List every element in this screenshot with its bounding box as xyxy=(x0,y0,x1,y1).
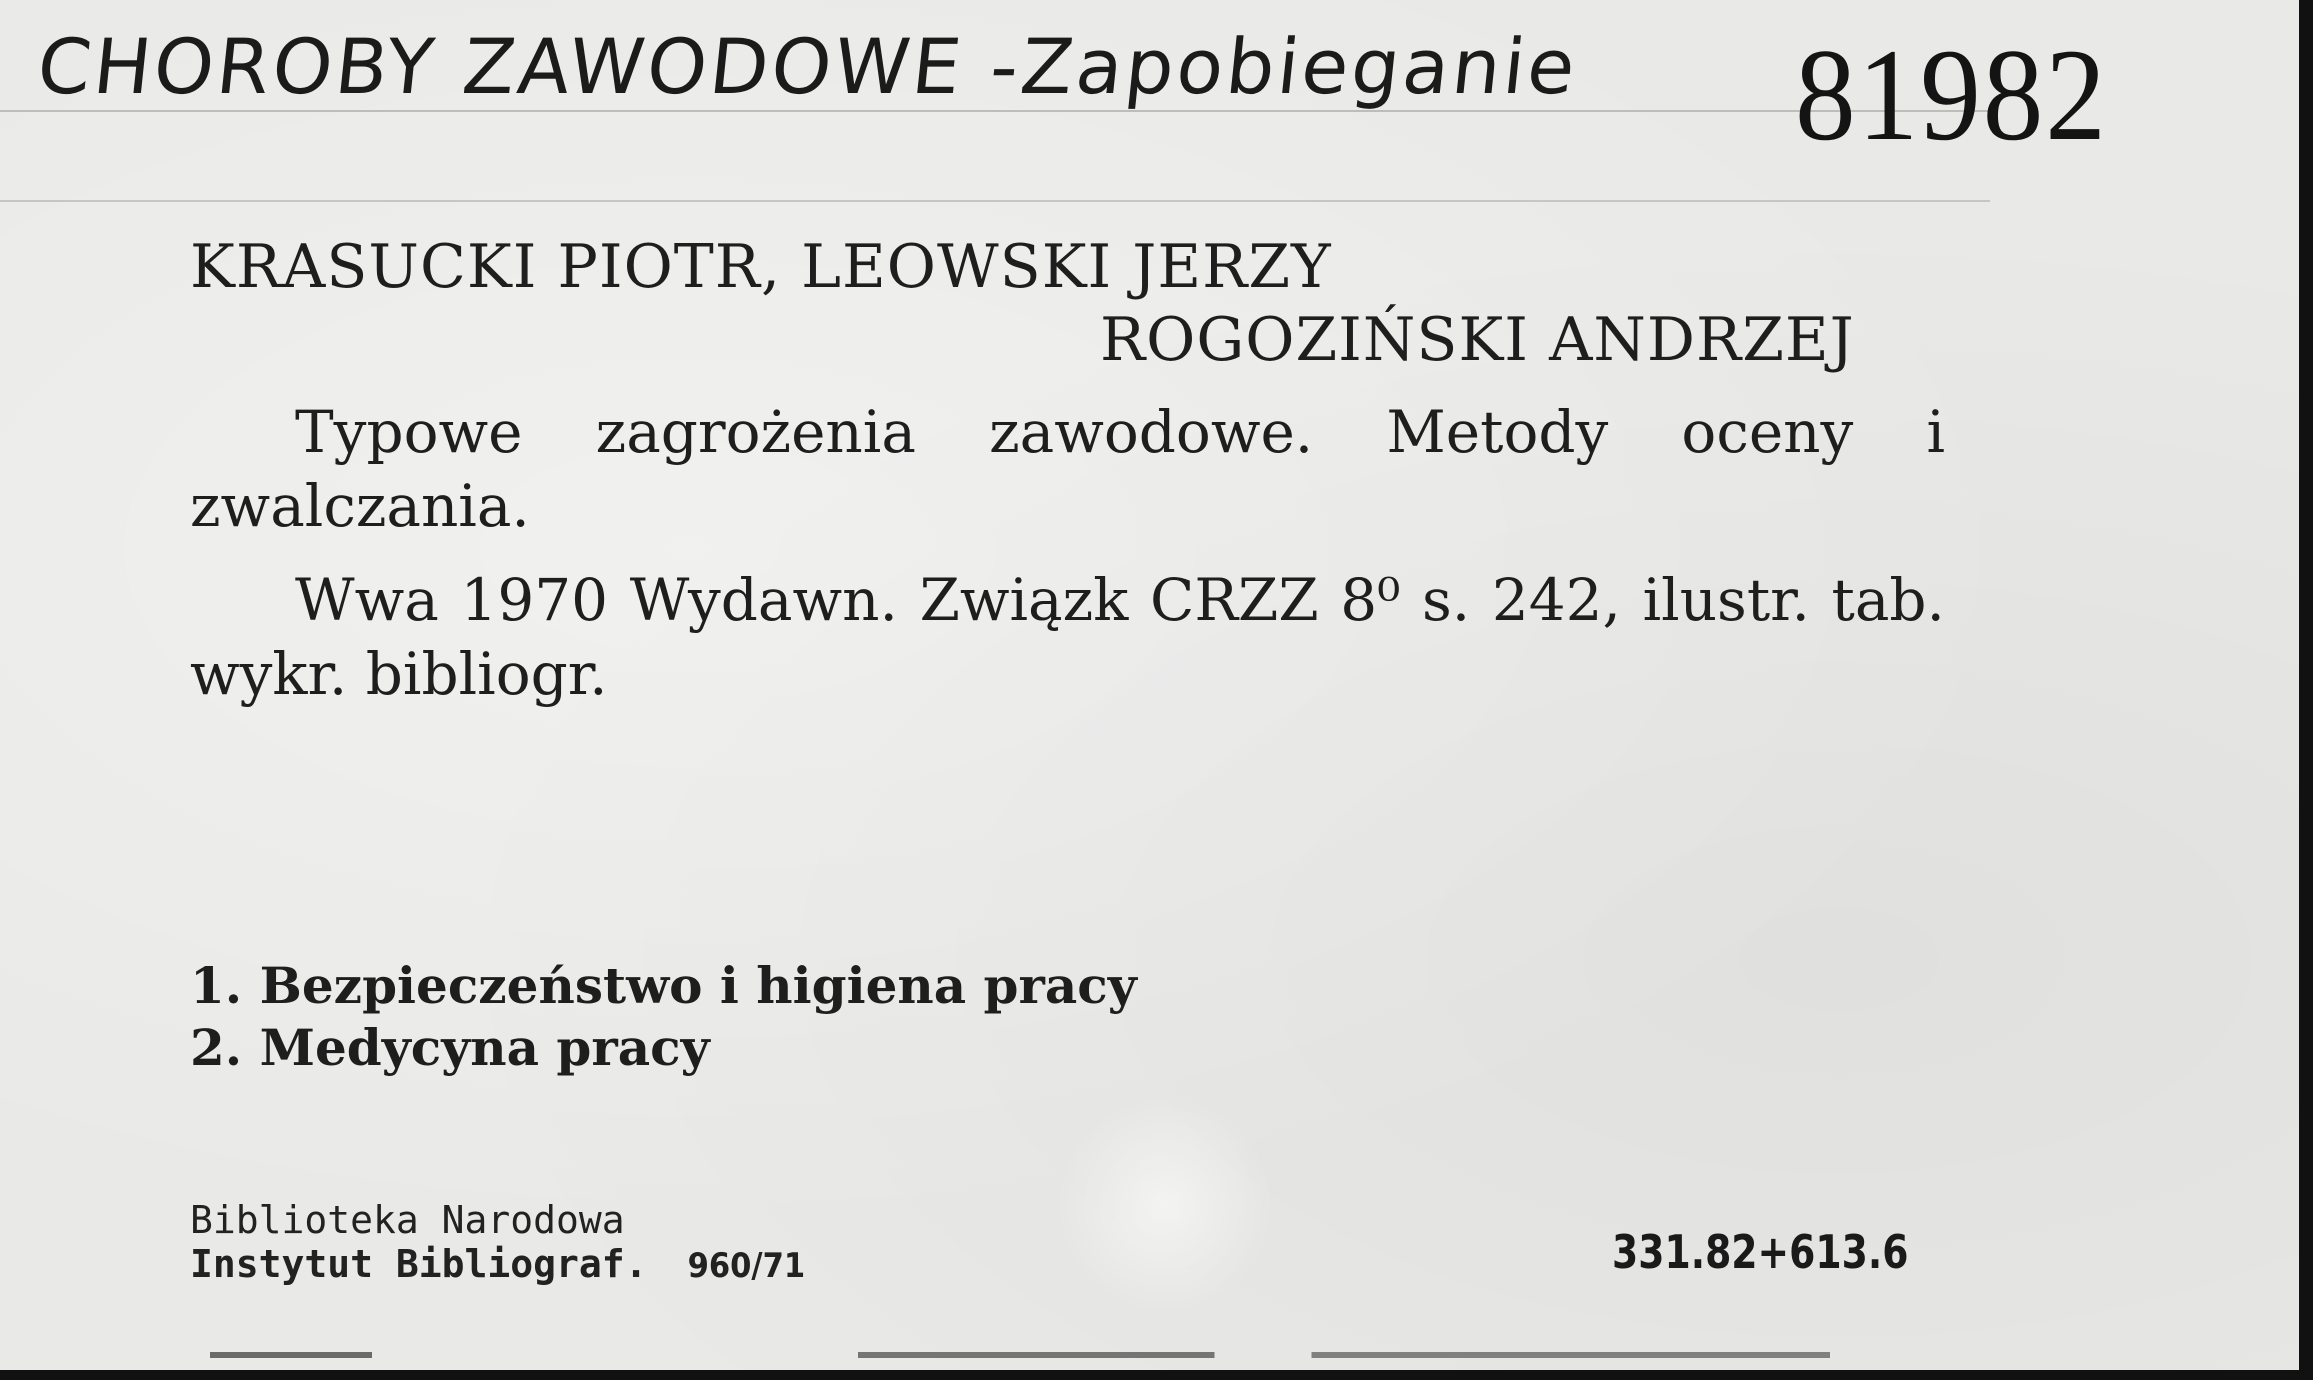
subject-heading: CHOROBY ZAWODOWE -Zapobieganie xyxy=(33,22,1583,111)
authors-line-1: KRASUCKI PIOTR, LEOWSKI JERZY xyxy=(190,232,1332,302)
institute-line xyxy=(190,1242,805,1288)
accession-number: 960/71 xyxy=(687,1246,806,1286)
call-number: 81982 xyxy=(1795,21,2108,168)
bottom-edge-marks xyxy=(210,1352,1830,1358)
subject-item-2: 2. Medycyna pracy xyxy=(190,1018,710,1077)
library-imprint xyxy=(190,1198,805,1288)
institute-name: Instytut Bibliograf. xyxy=(190,1242,648,1286)
subject-item-1: 1. Bezpieczeństwo i higiena pracy xyxy=(190,956,1137,1015)
imprint: Wwa 1970 Wydawn. Związk CRZZ 8⁰ s. 242, ilustr. tab. wykr. bibliogr. xyxy=(190,566,1945,708)
second-rule xyxy=(0,200,1990,202)
book-title: Typowe zagrożenia zawodowe. Metody oceny i zwalczania. xyxy=(190,398,1945,540)
authors-line-2: ROGOZIŃSKI ANDRZEJ xyxy=(1100,305,1855,375)
subject-list xyxy=(190,955,1137,1079)
library-name: Biblioteka Narodowa xyxy=(190,1198,625,1242)
udc-classification: 331.82+613.6 xyxy=(1612,1225,1909,1279)
punch-smudge xyxy=(1060,1090,1270,1320)
